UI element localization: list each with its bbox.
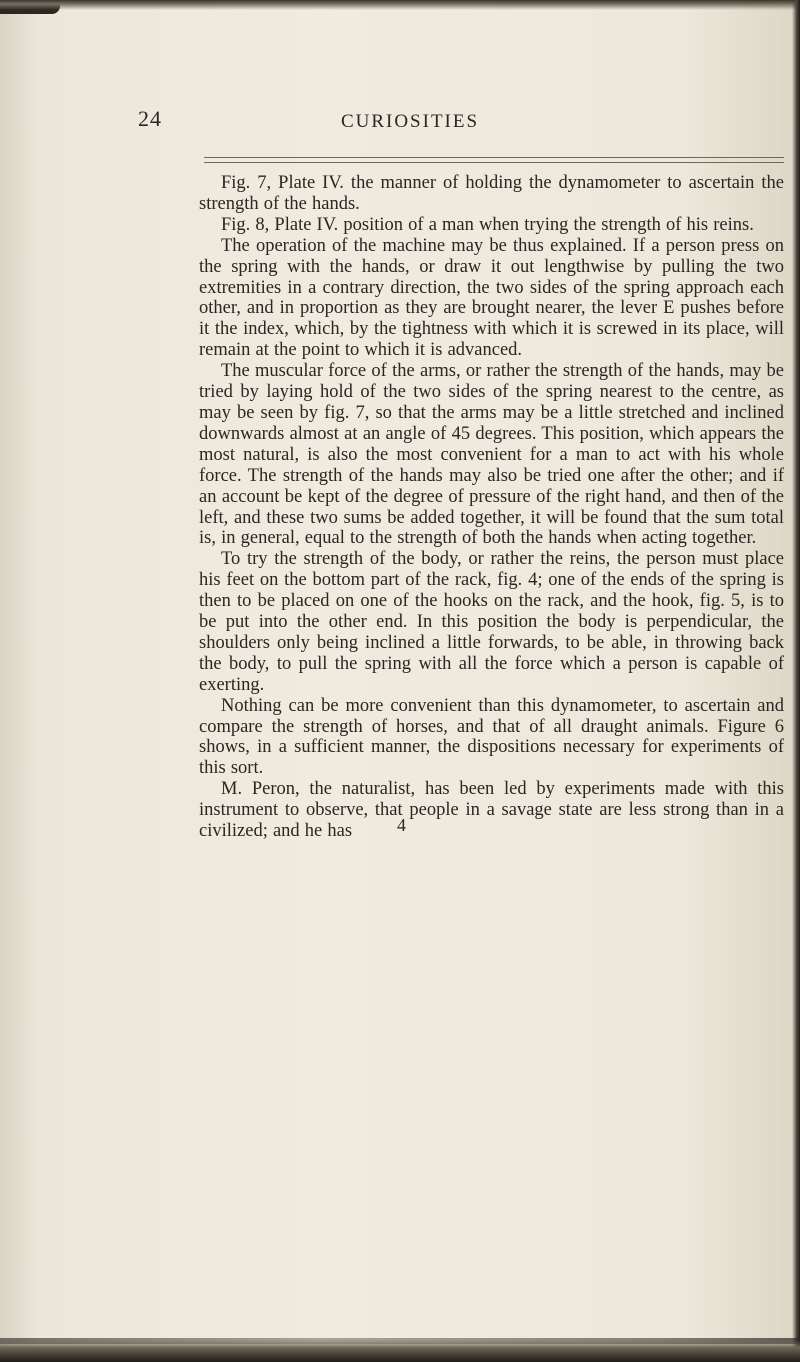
paragraph-fig-8: Fig. 8, Plate IV. position of a man when trying the strength of his reins. [221, 214, 754, 235]
top-page-edge [0, 0, 800, 10]
body-text [199, 173, 784, 842]
paragraph-fig-7: Fig. 7, Plate IV. the manner of holding the dynamometer to ascertain the strength of the hands. [199, 173, 784, 214]
bottom-page-edge [0, 1340, 800, 1362]
paragraph-horses: Nothing can be more convenient than this dynamometer, to ascertain and compare the strength of horses, and that of all draught animals. Figure 6 shows, in a sufficient manner, the dispositions necessary for experiments of this sort. [199, 695, 784, 779]
running-title: CURIOSITIES [340, 111, 480, 132]
right-page-edge [792, 0, 800, 1362]
paragraph-operation: The operation of the machine may be thus explained. If a person press on the spring with the hands, or draw it out lengthwise by pulling the two extremities in a contrary direction, the two sides of the spring approach each other, and in proportion as they are brought nearer, the lever E pushes before it the index, which, by the tightness with which it is screwed in its place, will remain at the point to which it is advanced. [199, 235, 784, 361]
header-rule-top [204, 157, 784, 158]
signature-mark: 4 [397, 815, 406, 835]
page-number: 24 [138, 106, 162, 131]
header-rule-bottom [204, 162, 784, 163]
paragraph-body-strength: To try the strength of the body, or rather the reins, the person must place his feet on the bottom part of the rack, fig. 4; one of the ends of the spring is then to be placed on one of the hooks on the rack, and the hook, fig. 5, is to be put into the other end. In this position the body is perpendicular, the shoulders only being inclined a little forwards, to be able, in throwing back the body, to pull the spring with all the force which a person is capable of exerting. [199, 549, 784, 695]
paragraph-arm-strength: The muscular force of the arms, or rather the strength of the hands, may be tried by laying hold of the two sides of the spring nearest to the centre, as may be seen by fig. 7, so that the arms may be a little stretched and inclined downwards almost at an angle of 45 degrees. This position, which appears the most natural, is also the most convenient for a man to act with his whole force. The strength of the hands may also be tried one after the other; and if an account be kept of the degree of pressure of the right hand, and then of the left, and these two sums be added together, it will be found that the sum total is, in general, equal to the strength of both the hands when acting together. [199, 361, 784, 549]
paragraph-peron: M. Peron, the naturalist, has been led by experiments made with this instrument to observe, that people in a savage state are less strong than in a civilized; and he has [199, 779, 784, 842]
